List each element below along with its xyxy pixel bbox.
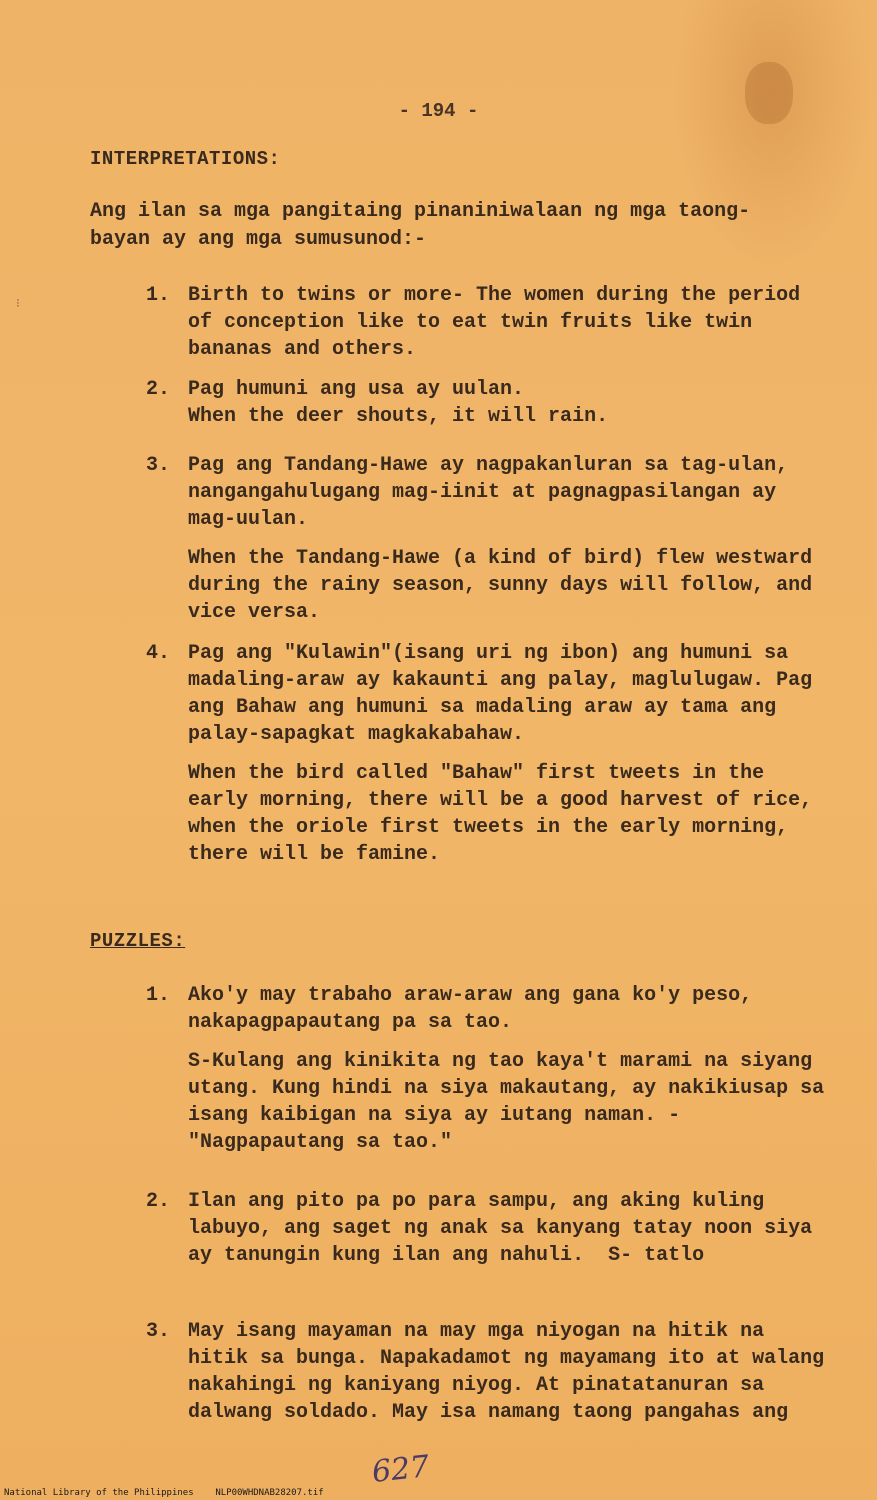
item-number: 2. (146, 378, 171, 401)
item-number: 3. (146, 454, 171, 477)
interpretations-intro: Ang ilan sa mga pangitaing pinaniniwalaan ng mga taong-bayan ay ang mga sumusunod:- (90, 200, 751, 251)
interpretation-item-3 (146, 452, 826, 626)
item-number: 1. (146, 984, 171, 1007)
puzzle-item-2 (146, 1188, 826, 1269)
item-text: Pag humuni ang usa ay uulan. When the deer shouts, it will rain. (188, 378, 609, 428)
item-text: Pag ang Tandang-Hawe ay nagpakanluran sa tag-ulan, nangangahulugang mag-iinit at pagnagpasilangan ay mag-uulan. (188, 454, 801, 531)
puzzles-heading: PUZZLES: (90, 930, 186, 952)
pencil-mark: ⁝ (16, 297, 20, 311)
interpretation-item-4 (146, 640, 826, 868)
item-text: Ilan ang pito pa po para sampu, ang aking kuling labuyo, ang saget ng anak sa kanyang tatay noon siya ay tanungin kung ilan ang nahuli. S- tatlo (188, 1190, 825, 1267)
page-number: - 194 - (398, 100, 479, 122)
item-number: 3. (146, 1320, 171, 1343)
item-translation: When the Tandang-Hawe (a kind of bird) flew westward during the rainy season, sunny days will follow, and vice versa. (188, 547, 825, 624)
interpretations-heading: INTERPRETATIONS: (90, 148, 281, 170)
handwritten-page-number: 627 (370, 1449, 431, 1490)
item-text: May isang mayaman na may mga niyogan na hitik na hitik sa bunga. Napakadamot ng mayamang ito at walang nakahingi ng kaniyang niyog. At pinatatanuran sa dalwang soldado. May isa namang taong pangahas ang (188, 1320, 837, 1424)
interpretation-item-1 (146, 282, 826, 363)
item-text: Ako'y may trabaho araw-araw ang gana ko'y peso, nakapagpapautang pa sa tao. (188, 984, 765, 1034)
interpretation-item-2 (146, 376, 826, 430)
item-number: 2. (146, 1190, 171, 1213)
item-translation: S-Kulang ang kinikita ng tao kaya't marami na siyang utang. Kung hindi na siya makautang, ay nakikiusap sa isang kaibigan na siya ay iutang naman. -"Nagpapautang sa tao." (188, 1050, 837, 1154)
item-number: 1. (146, 284, 171, 307)
item-number: 4. (146, 642, 171, 665)
archive-footer: National Library of the Philippines NLP00WHDNAB28207.tif (4, 1488, 324, 1498)
item-text: Birth to twins or more- The women during the period of conception like to eat twin fruits like twin bananas and others. (188, 284, 813, 361)
puzzle-item-3 (146, 1318, 837, 1426)
item-translation: When the bird called "Bahaw" first tweets in the early morning, there will be a good harvest of rice, when the oriole first tweets in the early morning, there will be famine. (188, 762, 825, 866)
item-text: Pag ang "Kulawin"(isang uri ng ibon) ang humuni sa madaling-araw ay kakaunti ang palay, maglulugaw. Pag ang Bahaw ang humuni sa madaling araw ay tama ang palay-sapagkat magkakabahaw. (188, 642, 825, 746)
puzzle-item-1 (146, 982, 837, 1156)
